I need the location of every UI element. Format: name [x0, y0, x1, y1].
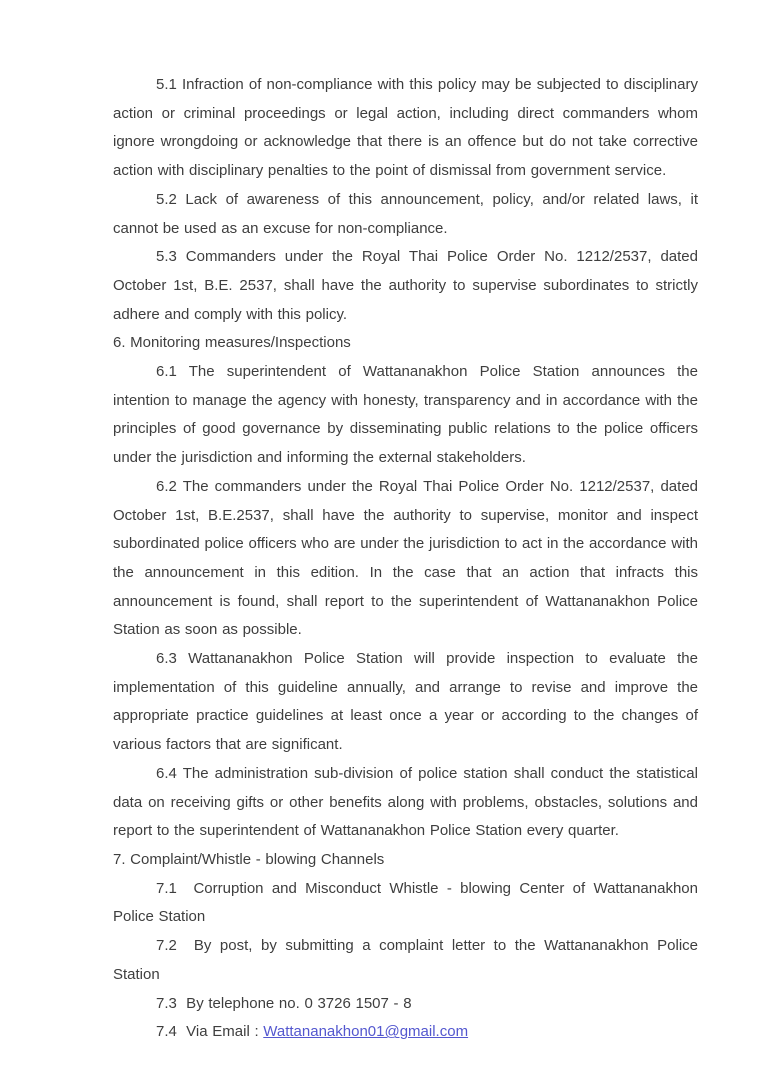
paragraph-7-2: 7.2 By post, by submitting a complaint letter to the Wattananakhon Police Station [113, 937, 698, 983]
section-heading-6: 6. Monitoring measures/Inspections [113, 334, 351, 352]
paragraph-6-3: 6.3 Wattananakhon Police Station will provide inspection to evaluate the implementation of this guideline annually, and arrange to revise and improve the appropriate practice guidelines at least once a year or according to the changes of various factors that are significant. [113, 650, 698, 754]
paragraph-6-4: 6.4 The administration sub-division of police station shall conduct the statistical data on receiving gifts or other benefits along with problems, obstacles, solutions and report to the superintendent of Wattananakhon Police Station every quarter. [113, 764, 698, 840]
section-heading-7: 7. Complaint/Whistle - blowing Channels [113, 850, 385, 868]
paragraph-5-1: 5.1 Infraction of non-compliance with this policy may be subjected to disciplinary action or criminal proceedings or legal action, including direct commanders whom ignore wrongdoing or acknowledge that there is an offence but do not take corrective action with disciplinary penalties to the point of dismissal from government service. [113, 76, 698, 180]
paragraph-5-2: 5.2 Lack of awareness of this announcement, policy, and/or related laws, it cannot be used as an excuse for non-compliance. [113, 190, 698, 237]
email-label: 7.4 Via Email : [156, 1023, 264, 1041]
paragraph-6-2: 6.2 The commanders under the Royal Thai Police Order No. 1212/2537, dated October 1st, B.E.2537, shall have the authority to supervise, monitor and inspect subordinated police officers who are under the jurisdiction to act in the accordance with the announcement in this edition. In the case that an action that infracts this announcement is found, shall report to the superintendent of Wattananakhon Police Station as soon as possible. [113, 477, 698, 639]
email-link[interactable]: Wattananakhon01@gmail.com [263, 1023, 469, 1041]
paragraph-7-3: 7.3 By telephone no. 0 3726 1507 - 8 [156, 994, 412, 1012]
paragraph-6-1: 6.1 The superintendent of Wattananakhon Police Station announces the intention to manage the agency with honesty, transparency and in accordance with the principles of good governance by disseminating public relations to the police officers under the jurisdiction and informing the external stakeholders. [113, 363, 698, 467]
paragraph-5-3: 5.3 Commanders under the Royal Thai Police Order No. 1212/2537, dated October 1st, B.E. 2537, shall have the authority to supervise subordinates to strictly adhere and comply with this policy. [113, 248, 698, 323]
document-body [113, 71, 698, 1047]
paragraph-7-4 [113, 1018, 698, 1047]
paragraph-7-1: 7.1 Corruption and Misconduct Whistle - blowing Center of Wattananakhon Police Station [113, 879, 698, 926]
